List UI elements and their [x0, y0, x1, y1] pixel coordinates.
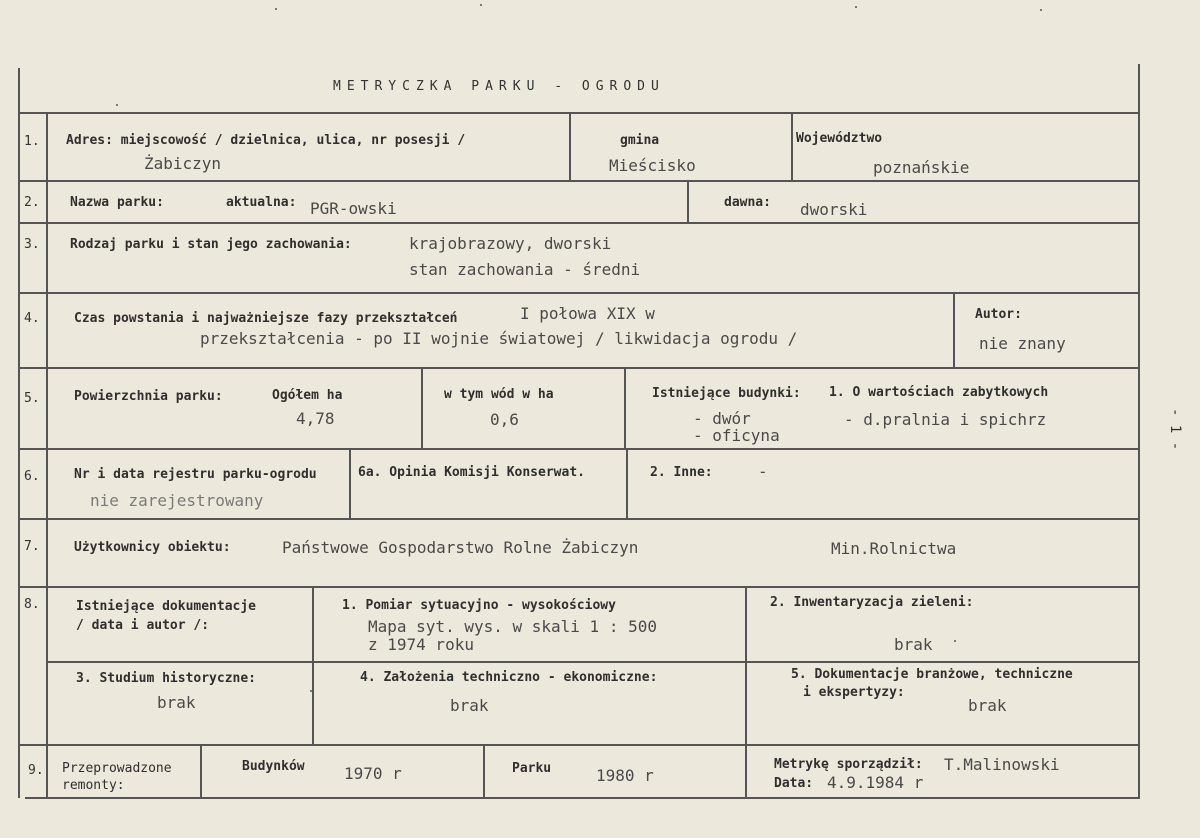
divider-r5b: [624, 367, 626, 449]
current-name-value: PGR-owski: [310, 199, 397, 218]
voivodeship-value: poznańskie: [873, 158, 970, 177]
historical-study-label: 3. Studium historyczne:: [76, 671, 257, 686]
divider-r9a: [200, 744, 202, 798]
row-number: 7.: [24, 539, 40, 554]
row-number: 6.: [24, 469, 40, 484]
divider-r8b: [745, 586, 747, 745]
prepared-by-value: T.Malinowski: [944, 755, 1060, 774]
row-line-8: [18, 744, 1140, 746]
row-number: 3.: [24, 237, 40, 252]
buildings-repair-label: Budynków: [242, 759, 305, 774]
divider-r6b: [626, 448, 628, 519]
buildings-label: Istniejące budynki:: [652, 386, 801, 401]
users-label: Użytkownicy obiektu:: [74, 540, 231, 555]
transformations-value: przekształcenia - po II wojnie światowej / likwidacja ogrodu /: [200, 329, 798, 348]
park-type-label: Rodzaj parku i stan jego zachowania:: [70, 237, 352, 252]
branch-docs-sublabel: i ekspertyzy:: [803, 685, 905, 700]
row-line-7: [18, 586, 1140, 588]
park-repair-value: 1980 r: [596, 766, 654, 785]
divider-r9b: [483, 744, 485, 798]
area-label: Powierzchnia parku:: [74, 389, 223, 404]
other-value: -: [758, 462, 768, 481]
row-number: 8.: [24, 597, 40, 612]
left-border: [18, 68, 20, 798]
ministry-value: Min.Rolnictwa: [831, 539, 957, 558]
water-area-label: w tym wód w ha: [444, 387, 554, 402]
user-value: Państwowe Gospodarstwo Rolne Żabiczyn: [282, 538, 639, 557]
row-line-3: [18, 292, 1140, 294]
card-title: METRYCZKA PARKU - OGRODU: [333, 79, 665, 94]
documentation-sublabel: / data i autor /:: [76, 618, 210, 633]
row-number: 5.: [24, 391, 40, 406]
former-name-value: dworski: [800, 200, 868, 219]
bottom-border: [25, 797, 1140, 799]
survey-label: 1. Pomiar sytuacyjno - wysokościowy: [342, 598, 616, 613]
row-number: 1.: [24, 134, 40, 149]
date-value: 4.9.1984 r: [827, 773, 924, 792]
building-manor: - dwór: [693, 409, 751, 428]
author-value: nie znany: [979, 334, 1066, 353]
documentation-label: Istniejące dokumentacje: [76, 599, 257, 614]
row-line-2: [18, 222, 1140, 224]
row-number: 9.: [28, 763, 44, 778]
former-name-label: dawna:: [724, 195, 771, 210]
repairs-label: Przeprowadzone: [62, 761, 172, 776]
assumptions-label: 4. Założenia techniczno - ekonomiczne:: [360, 670, 658, 685]
row-number: 4.: [24, 311, 40, 326]
inventory-label: 2. Inwentaryzacja zieleni:: [770, 595, 974, 610]
branch-docs-value: brak: [968, 696, 1007, 715]
prepared-by-label: Metrykę sporządził:: [774, 757, 923, 772]
assumptions-value: brak: [450, 696, 489, 715]
address-value: Żabiczyn: [144, 154, 222, 173]
inventory-value: brak: [894, 635, 933, 654]
commission-opinion-label: 6a. Opinia Komisji Konserwat.: [358, 465, 585, 480]
total-area-label: Ogółem ha: [272, 388, 343, 403]
row-line-5: [18, 448, 1140, 450]
page-marker: - 1 -: [1167, 408, 1183, 451]
row-line-8a: [46, 661, 1140, 663]
survey-value-1: Mapa syt. wys. w skali 1 : 500: [368, 617, 657, 636]
condition-value: stan zachowania - średni: [409, 260, 641, 279]
historic-buildings-label: 1. O wartościach zabytkowych: [829, 385, 1049, 400]
current-name-label: aktualna:: [226, 195, 297, 210]
registry-value: nie zarejestrowany: [90, 491, 264, 510]
row-line-1: [18, 180, 1140, 182]
right-border-top: [1138, 64, 1140, 112]
voivodeship-label: Województwo: [796, 131, 883, 146]
divider-r4: [953, 292, 955, 368]
origin-value: I połowa XIX w: [520, 304, 655, 323]
divider-r8a: [312, 586, 314, 745]
historical-study-value: brak: [157, 693, 196, 712]
number-column-divider: [46, 112, 48, 799]
divider-r9c: [745, 744, 747, 798]
title-divider: [18, 112, 1140, 114]
total-area-value: 4,78: [296, 409, 335, 428]
right-border: [1138, 112, 1140, 799]
history-label: Czas powstania i najważniejsze fazy przekształceń: [74, 311, 458, 326]
row-line-6: [18, 518, 1140, 520]
registry-label: Nr i data rejestru parku-ogrodu: [74, 467, 317, 482]
gmina-label: gmina: [620, 133, 660, 148]
divider-r2: [687, 180, 689, 223]
gmina-value: Mieścisko: [609, 156, 696, 175]
row-line-4: [18, 367, 1140, 369]
divider-r1a: [569, 112, 571, 181]
divider-r6a: [349, 448, 351, 519]
branch-docs-label: 5. Dokumentacje branżowe, techniczne: [791, 667, 1073, 682]
building-laundry-granary: - d.pralnia i spichrz: [844, 410, 1047, 429]
repairs-sublabel: remonty:: [62, 778, 125, 793]
park-name-label: Nazwa parku:: [70, 195, 164, 210]
building-annex: - oficyna: [693, 426, 780, 445]
author-label: Autor:: [975, 307, 1022, 322]
divider-r5a: [421, 367, 423, 449]
survey-value-2: z 1974 roku: [368, 635, 474, 654]
other-label: 2. Inne:: [650, 465, 713, 480]
date-label: Data:: [774, 776, 814, 791]
address-label: Adres: miejscowość / dzielnica, ulica, nr posesji /: [66, 133, 466, 148]
divider-r1b: [791, 112, 793, 181]
buildings-repair-value: 1970 r: [344, 764, 402, 783]
park-type-value: krajobrazowy, dworski: [409, 234, 612, 253]
water-area-value: 0,6: [490, 410, 519, 429]
park-repair-label: Parku: [512, 761, 552, 776]
row-number: 2.: [24, 195, 40, 210]
